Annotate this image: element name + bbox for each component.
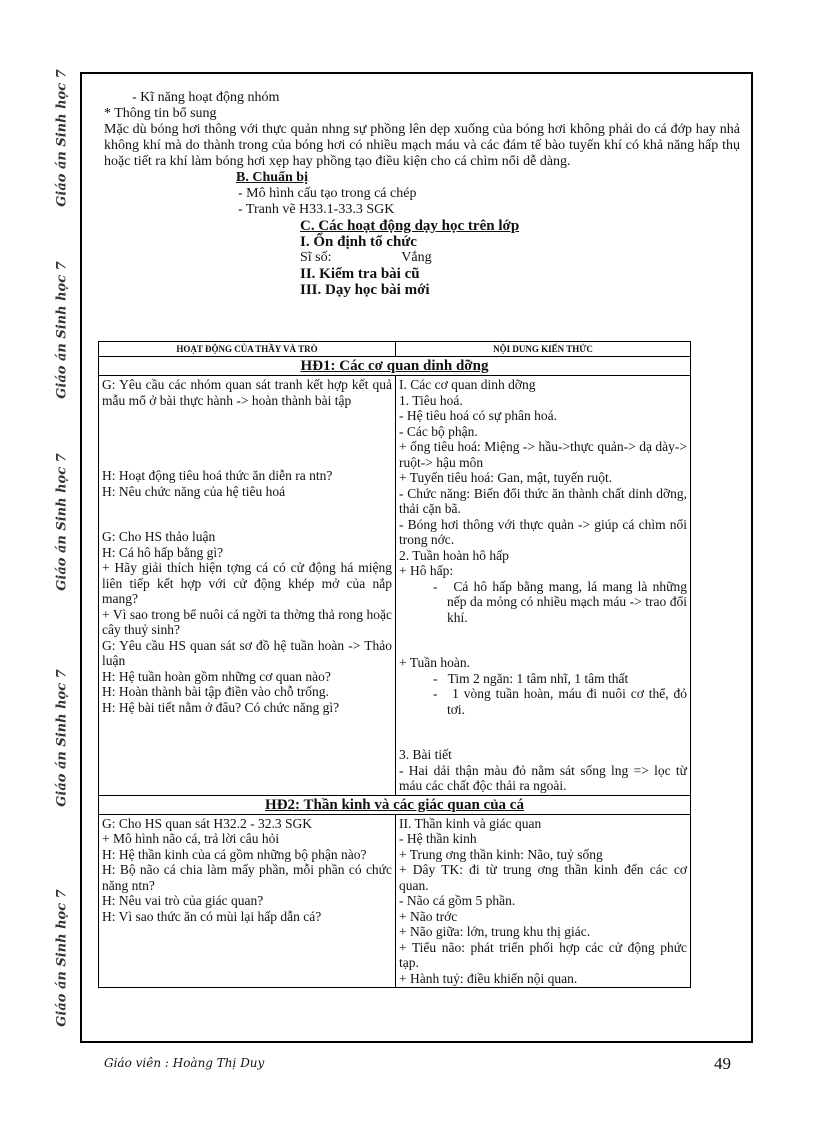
hd1-r-13-text: 1 vòng tuần hoàn, máu đi nuôi cơ thể, đỏ tơi. — [447, 686, 687, 717]
hd2-r-2: + Trung ơng thần kinh: Não, tuỷ sống — [399, 846, 603, 862]
sec-3: III. Dạy học bài mới — [300, 282, 430, 298]
hd1-r-2: - Hệ tiêu hoá có sự phân hoá. — [399, 408, 558, 423]
hd1-r-1: 1. Tiêu hoá. — [399, 392, 463, 408]
hd1-r-12-text: Tim 2 ngăn: 1 tâm nhĩ, 1 tâm thất — [447, 670, 629, 686]
hd2-r-8: + Hành tuỷ: điều khiển nội quan. — [399, 970, 578, 986]
hd2-right — [396, 814, 691, 988]
hd1-left — [99, 376, 396, 796]
skill-line: - Kĩ năng hoạt động nhóm — [132, 90, 280, 105]
hd1-l-5: + Hãy giải thích hiện tợng cá có cử động há miệng liên tiếp kết hợp với cử động khép mở của nắp mang? — [102, 560, 392, 606]
side-label-3: Giáo án Sinh học 7 — [54, 453, 70, 591]
hd1-r-10: - Cá hô hấp bằng mang, lá mang là những nếp da mỏng có nhiều mạch máu -> trao đổi khí. — [433, 578, 687, 625]
hd1-l-1: H: Hoạt động tiêu hoá thức ăn diễn ra ntn? — [102, 468, 333, 483]
hd2-l-3: H: Bộ não cá chia làm mấy phần, mỗi phần có chức năng ntn? — [102, 862, 392, 893]
side-label-2: Giáo án Sinh học 7 — [54, 261, 70, 399]
hd1-r-7: - Bóng hơi thông với thực quản -> giúp cá chìm nổi trong nớc. — [399, 516, 687, 547]
hd2-r-5: + Não trớc — [399, 908, 458, 924]
hd2-left — [99, 814, 396, 988]
prep-item-2: - Tranh vẽ H33.1-33.3 SGK — [238, 202, 395, 217]
hd1-l-10: H: Hệ bài tiết nằm ở đâu? Có chức năng gì? — [102, 699, 340, 715]
hd1-r-6: - Chức năng: Biến đổi thức ăn thành chất dinh dỡng, thải cặn bã. — [399, 485, 687, 516]
hd1-l-9: H: Hoàn thành bài tập điền vào chỗ trống. — [102, 684, 329, 699]
hd2-r-1: - Hệ thần kinh — [399, 831, 477, 846]
hd1-r-5: + Tuyến tiêu hoá: Gan, mật, tuyến ruột. — [399, 470, 613, 485]
hd1-r-15: - Hai dải thận màu đỏ nằm sát sống lng => lọc từ máu các chất độc thải ra ngoài. — [399, 762, 687, 793]
hd1-r-0: I. Các cơ quan dinh dỡng — [399, 377, 536, 392]
header-right: NỘI DUNG KIẾN THỨC — [396, 342, 691, 357]
hd2-l-2: H: Hệ thần kinh của cá gồm những bộ phận nào? — [102, 846, 367, 862]
hd1-r-12: - Tim 2 ngăn: 1 tâm nhĩ, 1 tâm thất — [433, 670, 629, 686]
info-title: * Thông tin bổ sung — [104, 106, 217, 121]
hd1-r-10-text: Cá hô hấp bằng mang, lá mang là những nếp da mỏng có nhiều mạch máu -> trao đổi khí. — [447, 578, 687, 625]
info-body: Mặc dù bóng hơi thông với thực quản nhng sự phồng lên dẹp xuống của bóng hơi không phải do cá đớp hay nhả không khí mà do thành trong của bóng hơi có nhiều mạch máu và các đám tế bào tuyến khí có khả năng hấp thụ hoặc tiết ra khí làm bóng hơi xẹp hay phồng tạo điều kiện cho cá chìm nổi dễ dàng. — [104, 122, 740, 169]
hd1-r-3: - Các bộ phận. — [399, 423, 478, 439]
footer-teacher: Giáo viên : Hoàng Thị Duy — [104, 1056, 265, 1070]
lesson-table — [98, 341, 691, 988]
section-c-title: C. Các hoạt động dạy học trên lớp — [300, 218, 520, 234]
hd1-r-8: 2. Tuần hoàn hô hấp — [399, 547, 509, 563]
hd2-r-3: + Dây TK: đi từ trung ơng thần kinh đến các cơ quan. — [399, 862, 687, 893]
side-label-1: Giáo án Sinh học 7 — [54, 69, 70, 207]
hd1-r-11: + Tuần hoàn. — [399, 655, 471, 670]
hd1-l-2: H: Nêu chức năng của hệ tiêu hoá — [102, 483, 286, 499]
header-left: HOẠT ĐỘNG CỦA THẦY VÀ TRÒ — [99, 342, 396, 357]
prep-item-1: - Mô hình cấu tạo trong cá chép — [238, 186, 417, 201]
hd1-l-4: H: Cá hô hấp bằng gì? — [102, 544, 224, 560]
siso: Sĩ số: Vắng — [300, 250, 432, 265]
hd1-l-0: G: Yêu cầu các nhóm quan sát tranh kết hợp kết quả mẫu mổ ở bài thực hành -> hoàn thành bài tập — [102, 377, 392, 408]
hd1-r-13: - 1 vòng tuần hoàn, máu đi nuôi cơ thể, đỏ tơi. — [433, 686, 687, 717]
hd2-r-4: - Não cá gồm 5 phần. — [399, 893, 516, 908]
hd2-l-0: G: Cho HS quan sát H32.2 - 32.3 SGK — [102, 815, 313, 831]
hd2-r-6: + Não giữa: lớn, trung khu thị giác. — [399, 924, 591, 939]
hd1-l-3: G: Cho HS thảo luận — [102, 529, 216, 544]
hd2-title: HĐ2: Thần kinh và các giác quan của cá — [99, 795, 691, 814]
hd2-r-7: + Tiểu não: phát triển phối hợp các cử động phức tạp. — [399, 939, 687, 970]
hd2-l-5: H: Vì sao thức ăn có mùi lại hấp dẫn cá? — [102, 908, 322, 924]
header-row — [99, 342, 691, 357]
hd1-title: HĐ1: Các cơ quan dinh dỡng — [99, 357, 691, 376]
hd1-r-4: + ống tiêu hoá: Miệng -> hầu->thực quản-> dạ dày-> ruột-> hậu môn — [399, 439, 687, 470]
sec-1: I. Ổn định tổ chức — [300, 234, 417, 250]
sec-2: II. Kiểm tra bài cũ — [300, 266, 420, 282]
hd2-r-0: II. Thần kinh và giác quan — [399, 815, 542, 831]
side-label-5: Giáo án Sinh học 7 — [54, 889, 70, 1027]
hd1-r-14: 3. Bài tiết — [399, 747, 452, 762]
side-label-4: Giáo án Sinh học 7 — [54, 669, 70, 807]
section-b-title: B. Chuẩn bị — [236, 170, 308, 185]
intro-section — [104, 90, 740, 298]
hd2-row — [99, 814, 691, 988]
hd1-l-8: H: Hệ tuần hoàn gồm những cơ quan nào? — [102, 668, 331, 684]
page-number: 49 — [714, 1054, 731, 1073]
hd2-l-4: H: Nêu vai trò của giác quan? — [102, 893, 264, 908]
hd1-right — [396, 376, 691, 796]
hd1-l-6: + Vì sao trong bể nuôi cá ngời ta thờng thả rong hoặc cây thuỷ sinh? — [102, 606, 392, 637]
hd1-r-9: + Hô hấp: — [399, 563, 454, 578]
hd2-l-1: + Mô hình não cá, trả lời câu hỏi — [102, 831, 280, 846]
hd1-l-7: G: Yêu cầu HS quan sát sơ đồ hệ tuần hoàn -> Thảo luận — [102, 637, 392, 668]
hd1-row — [99, 376, 691, 796]
